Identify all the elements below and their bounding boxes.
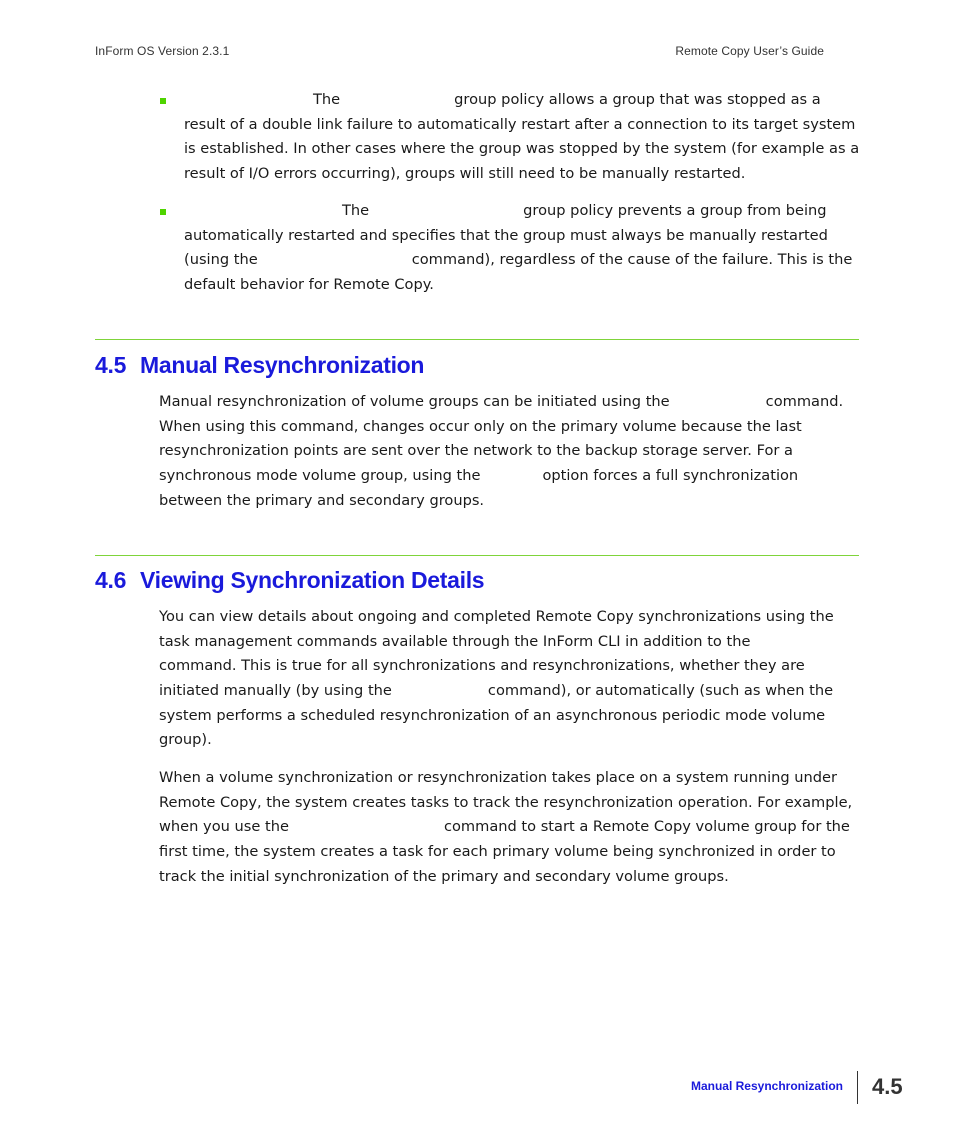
text-line: When a volume synchronization or resynchronization takes place on a system running under — [159, 769, 838, 786]
text-line: When using this command, changes occur only on the primary volume because the last — [159, 417, 802, 435]
text-line: command. This is true for all synchronizations and resynchronizations, whether they are — [159, 657, 805, 675]
running-header-right: Remote Copy User’s Guide — [675, 44, 824, 58]
text-line: track the initial synchronization of the primary and secondary volume groups. — [159, 867, 729, 885]
bullet-square-icon — [160, 98, 166, 104]
text-line: task management commands available through the InForm CLI in addition to the — [159, 632, 751, 650]
text-run: option forces a full synchronization — [542, 467, 799, 485]
text-run: synchronous mode volume group, using the — [159, 467, 481, 485]
text-line — [184, 199, 864, 224]
paragraph — [159, 605, 859, 753]
text-line: resynchronization points are sent over the network to the backup storage server. For a — [159, 442, 793, 460]
text-run: The — [342, 202, 370, 219]
section-title: Manual Resynchronization — [140, 352, 425, 378]
text-line — [159, 679, 859, 704]
text-line: between the primary and secondary groups. — [159, 491, 485, 509]
bullet-item — [184, 199, 864, 298]
text-line — [159, 464, 859, 489]
text-run: The — [313, 91, 341, 108]
bullet-square-icon — [160, 209, 166, 215]
page-number: 4.5 — [872, 1074, 903, 1099]
text-run: command), or automatically (such as when the — [487, 682, 834, 700]
text-run: command), regardless of the cause of the failure. This is the — [411, 251, 853, 269]
text-run: (using the — [184, 251, 258, 269]
text-run: initiated manually (by using the — [159, 682, 392, 700]
text-run: command. — [765, 393, 844, 410]
text-line — [184, 248, 864, 273]
paragraph — [159, 766, 859, 889]
text-line — [184, 88, 864, 113]
text-run: command to start a Remote Copy volume group for the — [443, 818, 850, 836]
section-heading — [95, 567, 484, 594]
text-line: group). — [159, 731, 212, 749]
paragraph — [159, 390, 859, 513]
section-title: Viewing Synchronization Details — [140, 567, 485, 593]
text-line — [159, 815, 859, 840]
text-run: Manual resynchronization of volume groups can be initiated using the — [159, 393, 670, 410]
text-line: is established. In other cases where the group was stopped by the system (for example as a — [184, 140, 860, 158]
text-line: Remote Copy, the system creates tasks to track the resynchronization operation. For example, — [159, 793, 853, 811]
text-line: result of I/O errors occurring), groups will still need to be manually restarted. — [184, 165, 746, 183]
section-rule — [95, 339, 859, 340]
text-line — [159, 390, 859, 415]
text-run: group policy prevents a group from being — [523, 202, 827, 219]
text-line: automatically restarted and specifies that the group must always be manually restarted — [184, 226, 828, 244]
bullet-item — [184, 88, 864, 187]
text-line: You can view details about ongoing and completed Remote Copy synchronizations using the — [159, 608, 834, 625]
text-line: result of a double link failure to automatically restart after a connection to its target system — [184, 115, 856, 133]
text-line: first time, the system creates a task for each primary volume being synchronized in order to — [159, 843, 836, 861]
text-run: when you use the — [159, 818, 289, 836]
text-line: system performs a scheduled resynchronization of an asynchronous periodic mode volume — [159, 706, 826, 724]
section-rule — [95, 555, 859, 556]
footer-section-title: Manual Resynchronization — [690, 1079, 843, 1093]
section-heading — [95, 352, 424, 379]
running-header-left: InForm OS Version 2.3.1 — [95, 44, 230, 58]
text-run: group policy allows a group that was stopped as a — [454, 91, 821, 108]
footer-divider — [857, 1071, 858, 1104]
text-line: default behavior for Remote Copy. — [184, 276, 434, 294]
section-number: 4.5 — [95, 352, 127, 378]
section-number: 4.6 — [95, 567, 127, 593]
